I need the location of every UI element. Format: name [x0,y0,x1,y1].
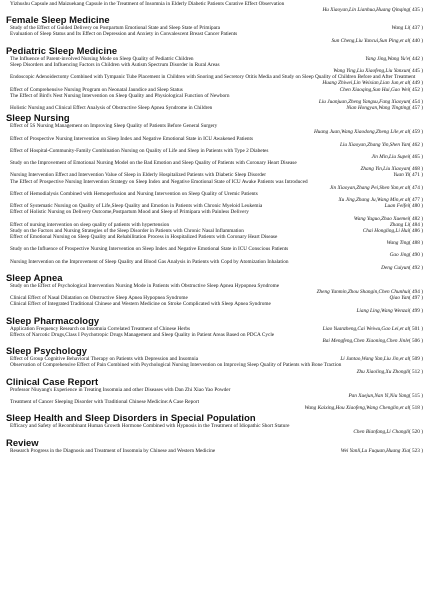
toc-section [6,413,423,435]
entry-authors-page [6,38,423,44]
entry-title: Effect of Comprehensive Nursing Program on Neonatal Jaundice and Sleep Status [10,86,183,93]
entry-page: ( 449 ) [409,80,423,87]
entry-authors: Zheng Yanmin,Zhou Shangin,Chen Chunhui [316,289,409,296]
toc-entry[interactable] [6,423,423,435]
toc-entry[interactable] [6,191,423,203]
toc-entry[interactable] [6,246,423,258]
section-heading: Sleep Nursing [6,112,70,124]
entry-page: ( 482 ) [409,215,423,222]
entry-title: Effects of Narcotic Drugs,Class I Psychotropic Drugs Management and Sleep Quality in Patient Areas Based on PDCA Cycle [10,331,275,338]
entry-page: ( 474 ) [409,184,423,191]
entry-authors-page [320,326,423,332]
entry-page: ( 488 ) [409,240,423,247]
toc-entry[interactable] [6,234,423,246]
entry-title: Study of the Effect of Guided Delivery on Postpartum Emotional State and Sleep State of Primipara [10,25,221,32]
entry-title: Evaluation of Sleep Status and Its Effect on Depression and Anxiety in Convalescent Breast Cancer Patients [10,31,238,38]
entry-page: ( 512 ) [409,368,423,375]
entry-page: ( 442 ) [409,55,423,62]
entry-authors: Zhu Xiaoling,Xu Zhongli [356,368,409,375]
entry-page: ( 480 ) [409,203,423,210]
entry-title: Clinical Effect of Integrated Traditional Chinese and Western Medicine on Stroke Complicated with Sleep Apnea Syndrome [10,301,271,308]
toc-entry[interactable] [6,93,423,105]
entry-authors-page [338,448,423,454]
entry-title: Study on the Influence of Prospective Nursing Intervention on Sleep Index and Negative Emotional State in ICU Conscious Patients [10,246,289,253]
entry-page: ( 515 ) [409,392,423,399]
toc-section [6,15,423,43]
toc-entry[interactable] [6,148,423,160]
entry-authors: Wang Li [391,25,409,32]
toc-section [6,113,423,271]
entry-page: ( 499 ) [409,307,423,314]
toc-section [6,346,423,374]
toc-entry[interactable] [6,399,423,411]
entry-title: Effect of Hemodialysis Combined with Hemoperfusion and Nursing Intervention on Sleep Quality of Uremic Patients [10,190,258,197]
entry-title: Effect of Emotional Nursing on Sleep Quality and Rehabilitation Process in Hospitalized Patients with Coronary Heart Disease [10,234,278,240]
entry-page: ( 492 ) [409,264,423,271]
entry-authors: Chai Hongling,Li Hui [362,227,409,234]
toc-entry[interactable] [6,283,423,295]
entry-title: Sleep Disorders and Influencing Factors in Children with Autism Spectrum Disorder in Rural Areas [10,61,220,68]
entry-authors-page [6,308,423,314]
entry-title: The Effect of Prospective Nursing Intervention Strategy on Sleep Index and Negative Emotional State of ICU Awake Patients was Introduced [10,178,308,185]
section-heading: Pediatric Sleep Medicine [6,44,118,56]
entry-authors-page [389,25,423,31]
entry-page: ( 501 ) [409,325,423,332]
entry-title: Effect of Hospital-Community-Family Combination Nursing on Quality of Life and Sleep in Patients with Type 2 Diabetes [10,147,269,154]
entry-page: ( 520 ) [409,429,423,436]
entry-authors-page [6,429,423,435]
entry-title: Study on the Improvement of Emotional Nursing Model on the Bad Emotion and Sleep Quality of Patients with Coronary Heart Disease [10,160,297,167]
entry-page: ( 484 ) [409,221,423,228]
entry-authors: Xu Jing,Zhang Ju,Wang Min,et al [338,197,409,204]
entry-authors: Sun Cheng,Liu Yancui,Sun Ping,et al [331,37,409,44]
entry-page: ( 465 ) [409,153,423,160]
entry-page: ( 490 ) [409,252,423,259]
entry-title: Efficacy and Safety of Recombinant Human Growth Hormone Combined with Hypnosis in the Treatment of Idiopathic Short Stature [10,423,290,430]
toc-entry[interactable] [6,136,423,148]
section-heading: Clinical Case Report [6,375,99,387]
section-heading: Sleep Pharmacology [6,314,100,326]
entry-authors-page [362,56,423,62]
entry-title: Clinical Effect of Nasal Dilatation on Obstructive Sleep Apnea Hypopnea Syndrome [10,295,188,302]
section-heading: Review [6,436,39,448]
entry-authors: Liu Xiaoyan,Zhang Yin,Shen Yan [340,141,409,148]
toc-entry[interactable] [6,301,423,313]
entry-authors: Luan Feifei [384,203,409,210]
entry-authors: Chen Bianfang,Li Changli [353,429,409,436]
entry-title: Application Frequency Research on Insomnia Correlated Treatment of Chinese Herbs [10,325,191,332]
entry-authors: Zhang Li [389,221,409,228]
entry-title: Nursing Intervention on the Improvement of Sleep Quality and Blood Gas Analysis in Patients with Copd by Atomization Inhalation [10,258,289,265]
entry-authors: Wang Ting [386,240,409,247]
entry-authors: Li Juntao,Wang Yan,Liu Jin,et al [340,356,409,363]
entry-page: ( 445 ) [409,68,423,75]
entry-authors: Deng Cuiyun [381,264,409,271]
entry-title: Study on the Factors and Nursing Strategies of the Sleep Disorder in Patients with Chronic Nasal Inflammation [10,227,244,234]
toc-section [6,273,423,314]
entry-title: Research Progress in the Diagnosis and Treatment of Insomnia by Chinese and Western Medicine [10,447,216,454]
toc-entry[interactable] [6,387,423,399]
toc-entry[interactable] [6,62,423,74]
toc-entry[interactable] [6,31,423,43]
entry-authors: Liang Ling,Wang Wenzai [356,307,409,314]
entry-authors: Wei Yanli,Lu Fuquan,Huang Xia [340,447,409,454]
entry-authors-page [6,405,423,411]
entry-authors: Yang Jing,Wang Yu'e [365,55,409,62]
entry-page: ( 454 ) [409,98,423,105]
entry-authors-page [6,338,423,344]
section-heading: Sleep Health and Sleep Disorders in Special Population [6,412,256,424]
entry-page: ( 437 ) [409,25,423,32]
section-heading: Sleep Apnea [6,271,63,283]
entry-authors: Huang Zhiwei,Lin Weixian,Lian Jun,et al [322,80,409,87]
entry-title: Study on the Effect of Psychological Intervention Nursing Mode in Patients with Obstructive Sleep Apnea Hypopnea Syndrome [10,282,280,289]
entry-authors: Gao Jing [389,252,409,259]
entry-authors: Huang Juan,Wang Xiaodong,Zheng Lile,et al [313,129,409,136]
entry-page: ( 497 ) [409,295,423,302]
section-heading: Female Sleep Medicine [6,14,110,26]
toc-entry[interactable] [6,209,423,221]
entry-authors: Zhang Yin,Liu Xiaoyan [360,166,409,173]
toc-entry[interactable] [6,105,423,111]
entry-authors: Bai Mengfeng,Chen Xiaoning,Chen Jinle [322,338,409,345]
entry-authors: Jin Xiaoyan,Zhang Pei,Shen Yan,et al [329,184,409,191]
toc-section [6,46,423,111]
entry-title: Endoscopic Adenoidectomy Combined with Tympanic Tube Placement in Children with Snoring and Secretory Otitis Media and Study on Sleep Quality of Children Before and After Treatment [10,74,416,81]
entry-authors: Hu Xiaoyan,Lin Lianhua,Huang Qinqing [322,7,409,14]
entry-title: Effect of 5S Nursing Management on Improving Sleep Quality of Patients Before General Surgery [10,123,218,130]
entry-title: Effect of Prospective Nursing Intervention on Sleep Index and Negative Emotional State in ICU Awakened Patients [10,135,254,142]
entry-title: Professor Niuyang's Experience in Treating Insomnia and other Diseases with Dan Zhi Xiao Yao Powder [10,386,231,393]
entry-authors-page [386,295,423,301]
entry-authors: Wang Yaguo,Zhao Xuemei [353,215,409,222]
toc-entry[interactable] [6,332,423,344]
entry-title: Observation of Comprehensive Effect of Pain Combined with Psychological Nursing Intervention on Improving Sleep Quality of Patients with Bone Traction [10,362,342,369]
entry-page: ( 440 ) [409,37,423,44]
entry-page: ( 459 ) [409,129,423,136]
entry-authors: Wang Kaixing,Hou Xiaofeng,Wang Chenglin,et al [304,405,409,412]
entry-authors: Liu Juanjuan,Zheng Yangxu,Fang Xiaoyun [318,98,409,105]
section-heading: Sleep Psychology [6,345,88,357]
entry-authors: Yuan Yi [393,172,409,179]
entry-title: The Influence of Parent-involved Nursing Mode on Sleep Quality of Pediatric Children [10,55,194,62]
entry-authors: Nian Hongyan,Wang Tingting [346,105,409,112]
entry-page: ( 518 ) [409,405,423,412]
entry-authors: Pan Xuejun,Nan Yi,Niu Yang [348,392,409,399]
toc-section [6,316,423,344]
entry-page: ( 486 ) [409,227,423,234]
entry-authors-page [337,356,423,362]
toc-entry[interactable] [6,1,423,13]
entry-page: ( 452 ) [409,86,423,93]
entry-title: Nursing Intervention Effect and Intervention Value of Sleep in Elderly Hospitalized Patients with Diabetic Sleep Disorder [10,172,266,179]
entry-authors: Wang Ying,Liu Xiaofeng,Liu Yanxun [333,68,409,75]
entry-page: ( 506 ) [409,338,423,345]
toc-entry[interactable] [6,123,423,135]
entry-page: ( 435 ) [409,7,423,14]
entry-authors-page [337,87,423,93]
toc-entry[interactable] [6,259,423,271]
entry-authors-page [6,369,423,375]
entry-page: ( 468 ) [409,166,423,173]
entry-page: ( 509 ) [409,356,423,363]
entry-authors-page [343,105,423,111]
entry-title: Effect of Holistic Nursing on Delivery Outcome,Postpartum Mood and Sleep of Primipara with Painless Delivery [10,209,249,216]
entry-authors: Chen Xiaoqing,Sun Hui,Gao Wei [339,86,409,93]
entry-page: ( 462 ) [409,141,423,148]
entry-page: ( 523 ) [409,447,423,454]
entry-title: Holistic Nursing and Clinical Effect Analysis of Obstructive Sleep Apnea Syndrome in Children [10,105,213,112]
entry-title: The Effect of Bird's Nest Nursing Intervention on Sleep Quality and Physiological Function of Newborn [10,92,230,99]
toc-section [6,377,423,412]
entry-authors-page [6,265,423,271]
entry-authors-page [6,7,423,13]
entry-authors: Jin Min,Liu Supei [371,153,409,160]
toc-entry[interactable] [6,74,423,86]
entry-title: Effect of nursing intervention on sleep quality of patients with hypertension [10,221,170,228]
entry-title: Effect of Group Cognitive Behavioral Therapy on Patients with Depression and Insomnia [10,356,199,363]
entry-page: ( 457 ) [409,105,423,112]
entry-authors: Liao Yuanzheng,Cai Weiwu,Gao Lei,et al [322,325,409,332]
entry-authors-page [382,203,423,209]
entry-authors: Qiao Yan [389,295,409,302]
entry-title: Effect of Systematic Nursing on Quality of Life,Sleep Quality and Emotion in Patients with Chronic Myeloid Leukemia [10,203,263,210]
entry-authors-page [360,228,423,234]
toc-entry[interactable] [6,179,423,191]
entry-page: ( 494 ) [409,289,423,296]
entry-page: ( 471 ) [409,172,423,179]
toc-entry[interactable] [6,160,423,172]
entry-authors-page [390,172,423,178]
toc-entry[interactable] [6,448,423,454]
entry-title: Treatment of Cancer Sleeping Disorder with Traditional Chinese Medicine:A Case Report [10,398,200,405]
toc-entry[interactable] [6,362,423,374]
entry-page: ( 477 ) [409,197,423,204]
toc-section [6,438,423,454]
entry-title: Yizhushu Capsule and Maizuekang Capsule in the Treatment of Insomnia in Elderly Diabetic Patients Curative Effect Observation [10,1,285,7]
